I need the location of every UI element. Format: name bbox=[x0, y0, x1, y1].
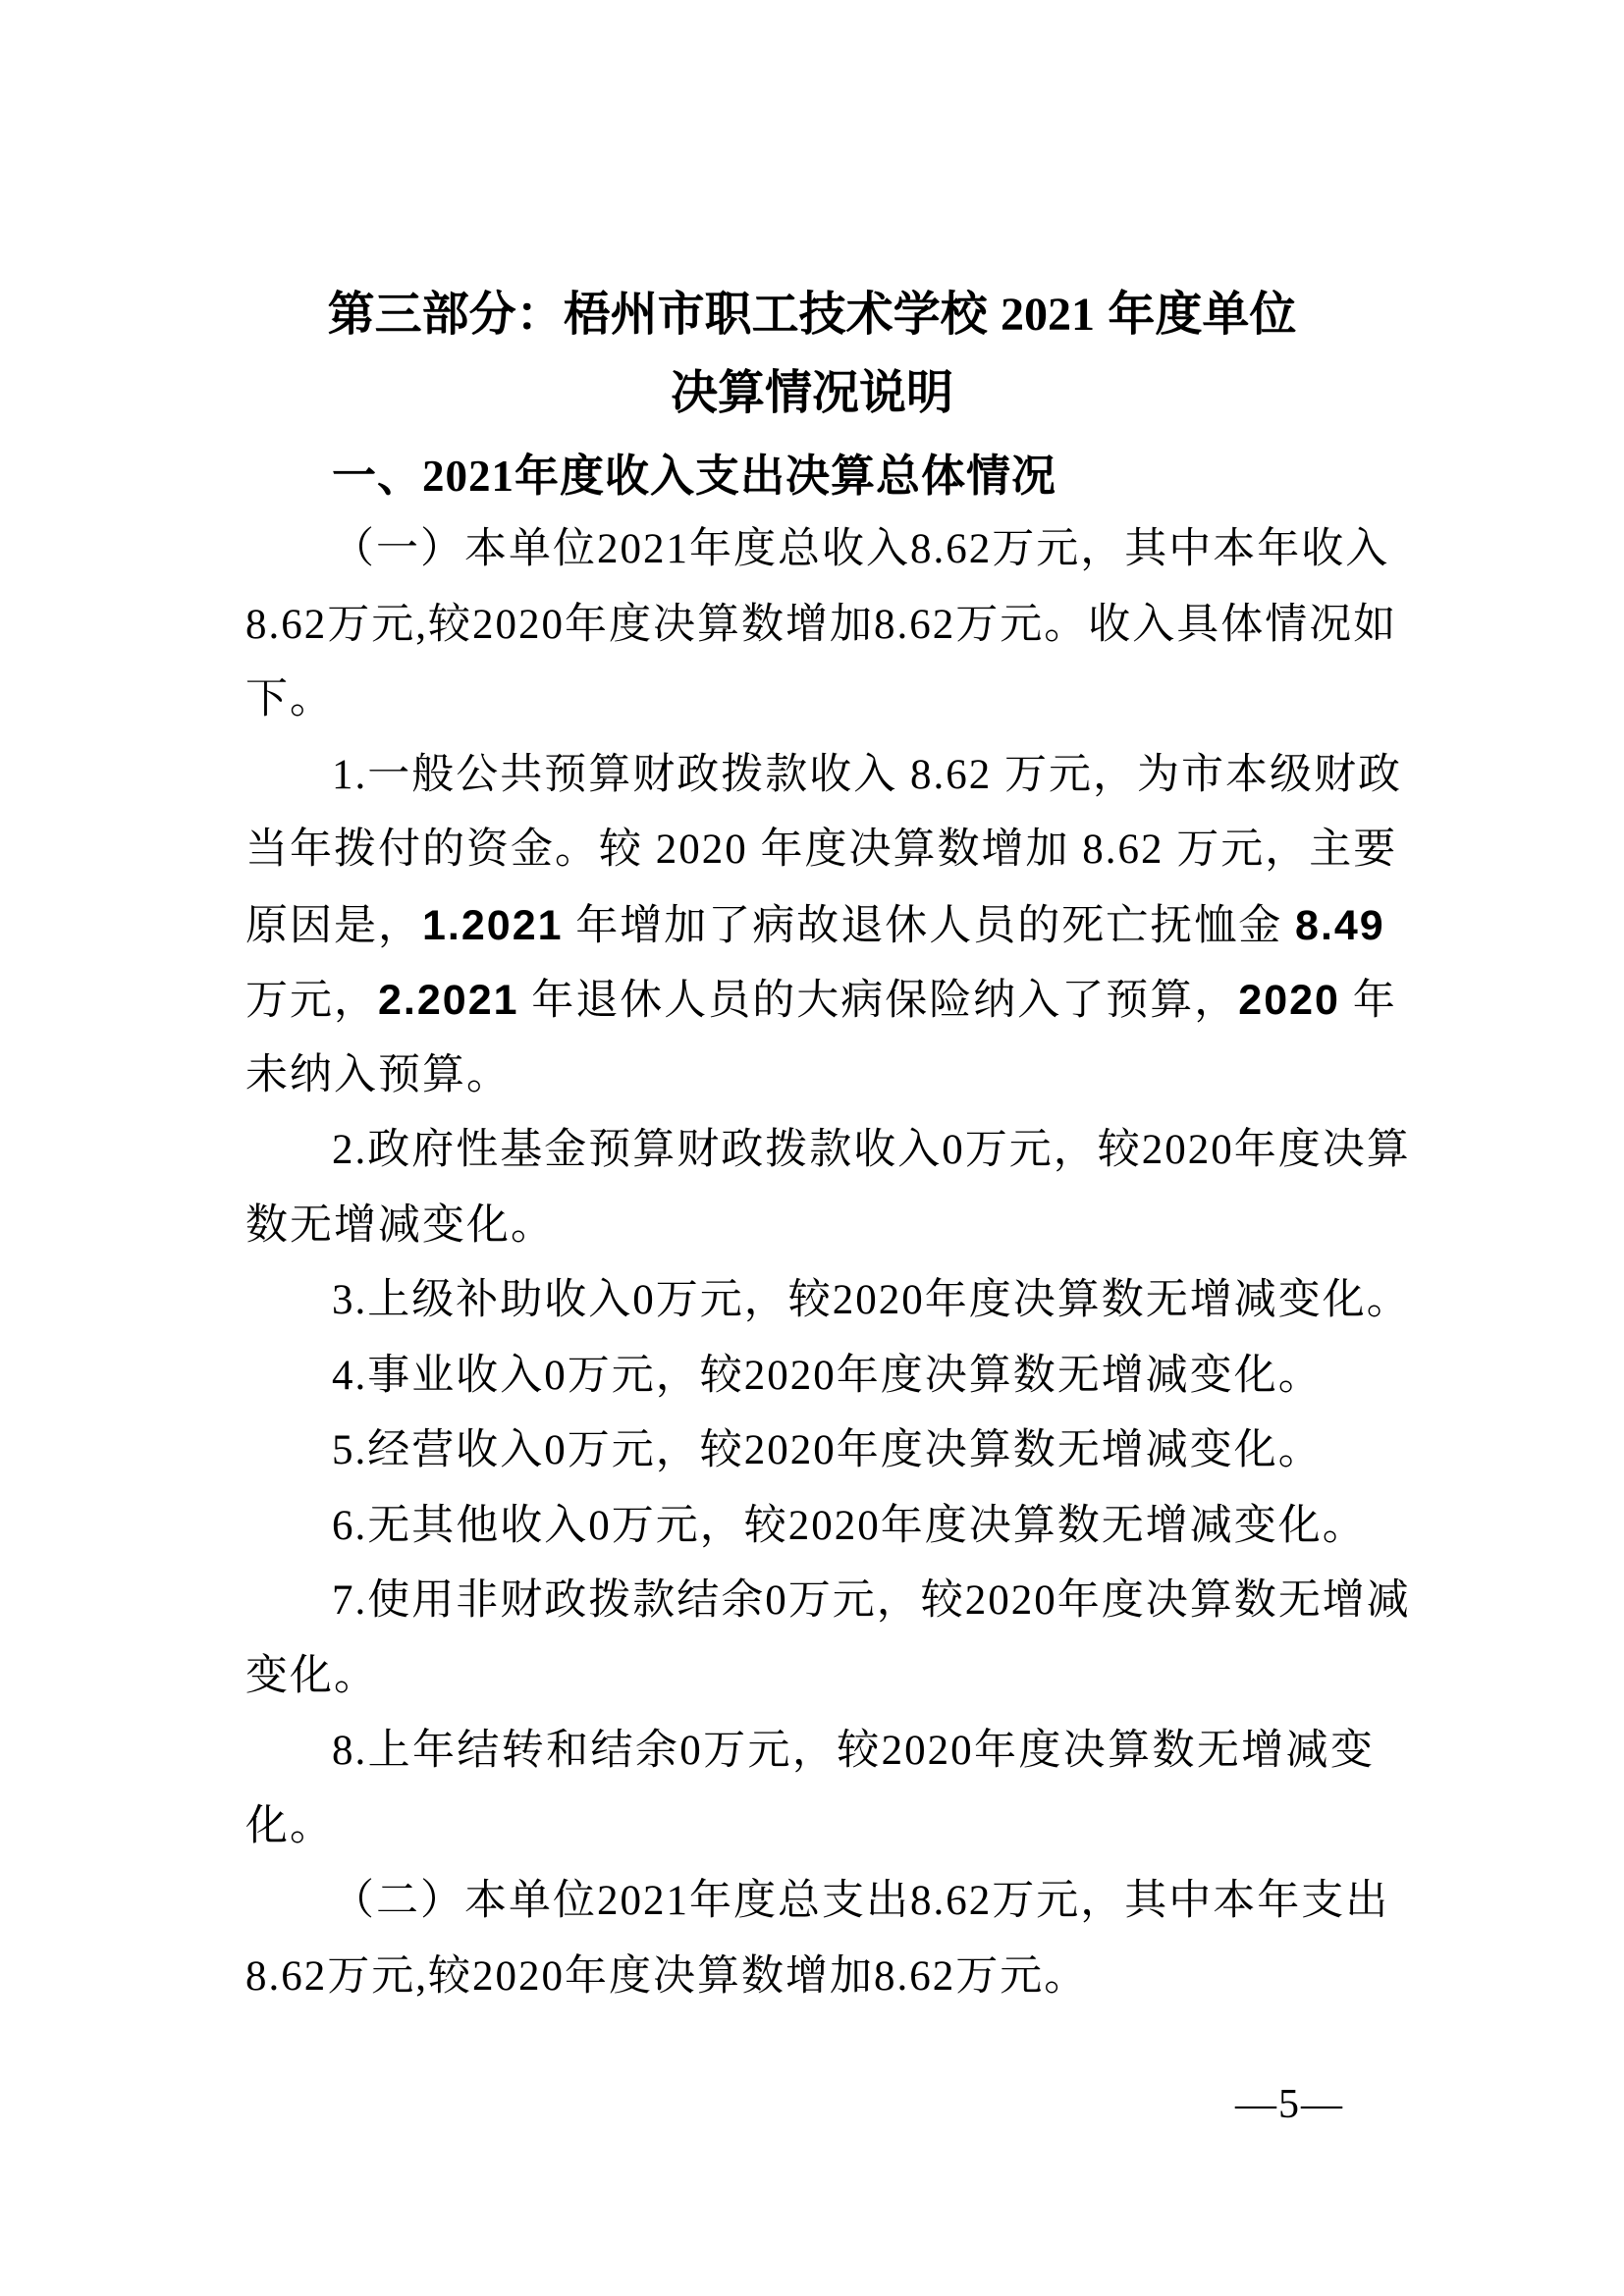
bold-number: 2020 bbox=[1238, 977, 1340, 1024]
title-year: 2021 bbox=[1001, 289, 1095, 341]
text-line: 8.62万元,较2020年度决算数增加8.62万元。 bbox=[245, 1953, 1089, 2000]
text-line: 5.经营收入0万元，较2020年度决算数无增减变化。 bbox=[332, 1427, 1323, 1473]
text-run: 年 bbox=[1339, 978, 1397, 1024]
text-line: 下。 bbox=[245, 676, 334, 722]
text-line: 3.上级补助收入0万元，较2020年度决算数无增减变化。 bbox=[332, 1277, 1411, 1323]
text-line: 6.无其他收入0万元，较2020年度决算数无增减变化。 bbox=[332, 1503, 1367, 1549]
text-run: 年增加了病故退休人员的死亡抚恤金 bbox=[563, 903, 1296, 949]
text-line: 4.事业收入0万元，较2020年度决算数无增减变化。 bbox=[332, 1353, 1323, 1399]
text-run: 年退休人员的大病保险纳入了预算， bbox=[518, 978, 1239, 1024]
heading-year: 2021 bbox=[422, 452, 515, 501]
text-line: 8.62万元,较2020年度决算数增加8.62万元。收入具体情况如 bbox=[245, 602, 1398, 648]
text-line bbox=[245, 973, 1397, 1029]
text-line: 8.上年结转和结余0万元，较2020年度决算数无增减变 bbox=[332, 1728, 1375, 1774]
text-line: 当年拨付的资金。较 2020 年度决算数增加 8.62 万元，主要 bbox=[245, 827, 1398, 873]
text-line bbox=[245, 898, 1385, 954]
section-heading bbox=[245, 449, 1375, 504]
document-title-line1 bbox=[0, 287, 1624, 344]
bold-number: 1.2021 bbox=[422, 902, 564, 949]
page-number: —5— bbox=[1235, 2082, 1344, 2127]
text-line: 变化。 bbox=[245, 1653, 378, 1699]
title-text: 年度单位 bbox=[1095, 289, 1297, 341]
text-line: （一）本单位2021年度总收入8.62万元，其中本年收入 bbox=[332, 526, 1390, 572]
text-line: 数无增减变化。 bbox=[245, 1202, 555, 1249]
heading-text: 一、 bbox=[332, 451, 423, 501]
text-line: 化。 bbox=[245, 1803, 334, 1849]
text-line: （二）本单位2021年度总支出8.62万元，其中本年支出 bbox=[332, 1878, 1390, 1924]
text-line: 7.使用非财政拨款结余0万元，较2020年度决算数无增减 bbox=[332, 1577, 1411, 1624]
text-line: 未纳入预算。 bbox=[245, 1052, 511, 1098]
bold-number: 2.2021 bbox=[378, 977, 519, 1024]
heading-text: 年度收入支出决算总体情况 bbox=[514, 451, 1057, 501]
document-title-line2: 决算情况说明 bbox=[670, 367, 953, 419]
title-text: 第三部分：梧州市职工技术学校 bbox=[327, 289, 1001, 341]
text-run: 原因是， bbox=[245, 903, 422, 949]
text-line: 1.一般公共预算财政拨款收入 8.62 万元，为市本级财政 bbox=[332, 752, 1402, 798]
text-run: 万元， bbox=[245, 978, 378, 1024]
text-line: 2.政府性基金预算财政拨款收入0万元，较2020年度决算 bbox=[332, 1127, 1411, 1173]
bold-number: 8.49 bbox=[1295, 902, 1385, 949]
